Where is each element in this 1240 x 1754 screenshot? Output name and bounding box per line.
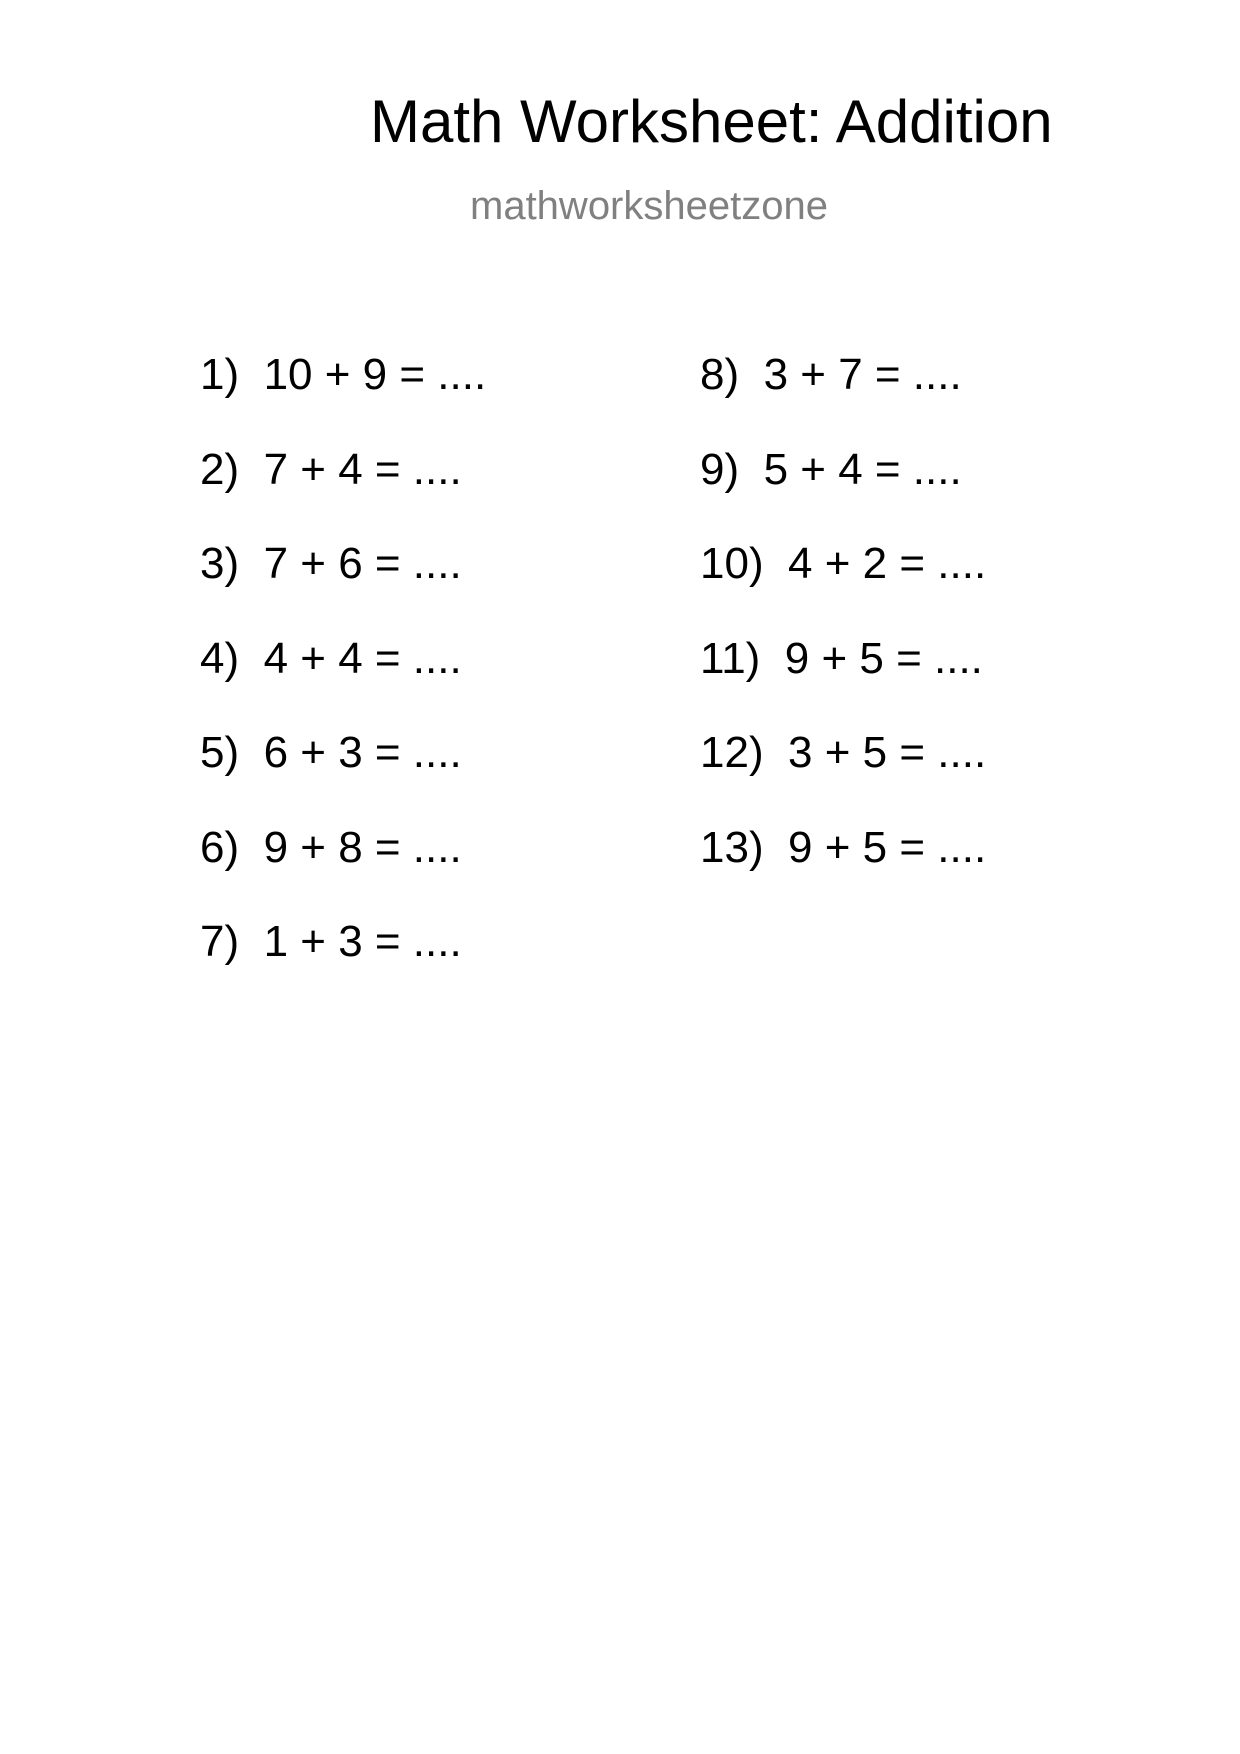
problem-2: 2) 7 + 4 = ....	[200, 444, 462, 494]
problem-5: 5) 6 + 3 = ....	[200, 728, 462, 777]
problem-6: 6) 9 + 8 = ....	[200, 822, 462, 872]
problems-left-column	[200, 350, 487, 1015]
problem-12: 12) 3 + 5 = ....	[700, 728, 987, 777]
problem-10: 10) 4 + 2 = ....	[700, 539, 987, 588]
problem-8: 8) 3 + 7 = ....	[700, 350, 962, 399]
problem-3: 3) 7 + 6 = ....	[200, 539, 462, 588]
problem-4: 4) 4 + 4 = ....	[200, 633, 462, 683]
page-subtitle: mathworksheetzone	[470, 184, 828, 228]
page-title: Math Worksheet: Addition	[370, 88, 1053, 155]
problem-7: 7) 1 + 3 = ....	[200, 917, 462, 966]
problem-1: 1) 10 + 9 = ....	[200, 350, 487, 399]
problems-right-column	[700, 350, 987, 920]
problem-13: 13) 9 + 5 = ....	[700, 822, 987, 872]
problem-9: 9) 5 + 4 = ....	[700, 444, 962, 494]
problem-11: 11) 9 + 5 = ....	[700, 633, 983, 683]
